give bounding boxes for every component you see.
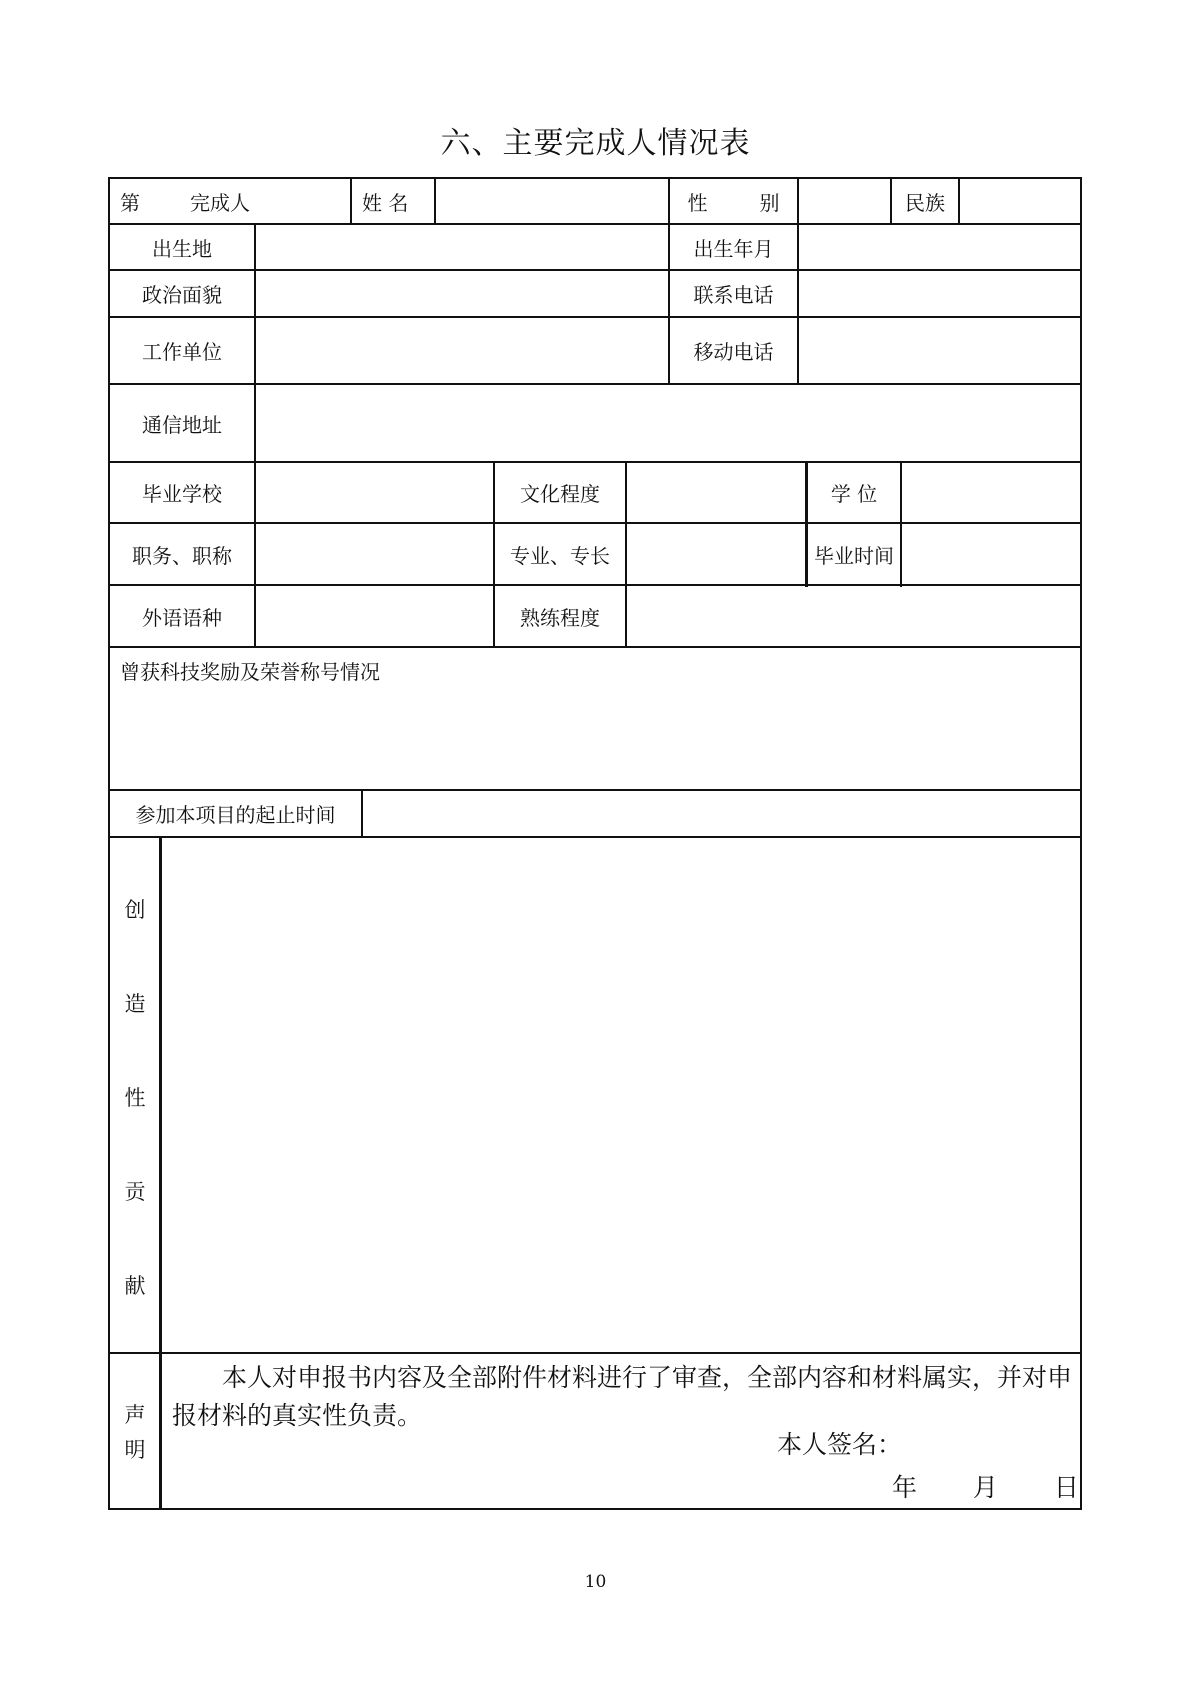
degree-field[interactable] [902, 463, 1080, 522]
phone-label: 联系电话 [693, 283, 774, 307]
form-title: 六、主要完成人情况表 [440, 126, 751, 161]
degree-label: 学 位 [830, 482, 878, 506]
signature-field[interactable] [900, 1422, 1070, 1458]
contribution-char-1: 创 [124, 898, 146, 922]
birthplace-field[interactable] [256, 225, 668, 269]
graduation-time-label: 毕业时间 [814, 543, 894, 568]
project-period-field[interactable] [363, 791, 1080, 836]
proficiency-field[interactable] [627, 586, 1080, 646]
date-year: 年 [892, 1473, 918, 1502]
foreign-language-label: 外语语种 [142, 605, 222, 630]
page-number: 10 [584, 1572, 607, 1592]
mobile-field[interactable] [799, 318, 1080, 383]
address-field[interactable] [256, 385, 1080, 461]
order-suffix: 完成人 [190, 190, 250, 215]
address-label: 通信地址 [142, 412, 222, 437]
political-status-label: 政治面貌 [142, 283, 222, 307]
education-field[interactable] [627, 463, 805, 522]
table-border-bottom [108, 1508, 1082, 1510]
gender-field[interactable] [799, 179, 890, 223]
mobile-label: 移动电话 [693, 340, 774, 364]
school-field[interactable] [256, 463, 493, 522]
awards-label: 曾获科技奖励及荣誉称号情况 [120, 660, 380, 684]
specialty-label: 专业、专长 [510, 543, 610, 568]
declaration-char-2: 明 [124, 1438, 146, 1462]
date-month: 月 [972, 1473, 998, 1502]
contribution-char-2: 造 [124, 992, 146, 1016]
name-label: 姓 名 [362, 190, 409, 215]
workplace-field[interactable] [256, 318, 668, 383]
birth-date-label: 出生年月 [693, 236, 774, 261]
workplace-label: 工作单位 [142, 340, 222, 364]
name-field[interactable] [436, 179, 668, 223]
order-prefix: 第 [120, 190, 140, 215]
row-divider [108, 1352, 1082, 1354]
gender-label-b: 别 [759, 190, 780, 215]
ethnicity-label: 民族 [905, 190, 945, 215]
school-label: 毕业学校 [142, 482, 222, 506]
ethnicity-field[interactable] [960, 179, 1080, 223]
birthplace-label: 出生地 [152, 236, 212, 261]
proficiency-label: 熟练程度 [520, 605, 600, 630]
signature-label: 本人签名： [777, 1430, 903, 1459]
contribution-field[interactable] [163, 838, 1080, 1352]
birth-date-field[interactable] [799, 225, 1080, 269]
awards-field[interactable] [110, 684, 1080, 789]
order-label [110, 179, 350, 223]
table-border-right [1080, 177, 1082, 1510]
position-title-label: 职务、职称 [132, 543, 232, 568]
contribution-char-3: 性 [124, 1086, 146, 1110]
declaration-char-1: 声 [124, 1403, 146, 1427]
project-period-label: 参加本项目的起止时间 [135, 803, 336, 827]
specialty-field[interactable] [627, 524, 805, 584]
contribution-char-4: 贡 [124, 1180, 146, 1204]
education-label: 文化程度 [520, 482, 600, 506]
phone-field[interactable] [799, 271, 1080, 316]
position-title-field[interactable] [256, 524, 493, 584]
signature-date [892, 1468, 1079, 1504]
contribution-char-5: 献 [124, 1274, 146, 1298]
political-status-field[interactable] [256, 271, 668, 316]
date-day: 日 [1053, 1473, 1079, 1502]
graduation-time-field[interactable] [902, 524, 1080, 584]
gender-label-a: 性 [687, 190, 708, 215]
gender-label [670, 179, 797, 223]
declaration-text: 本人对申报书内容及全部附件材料进行了审查，全部内容和材料属实，并对申报材料的真实性负责。 [172, 1363, 1073, 1430]
foreign-language-field[interactable] [256, 586, 493, 646]
